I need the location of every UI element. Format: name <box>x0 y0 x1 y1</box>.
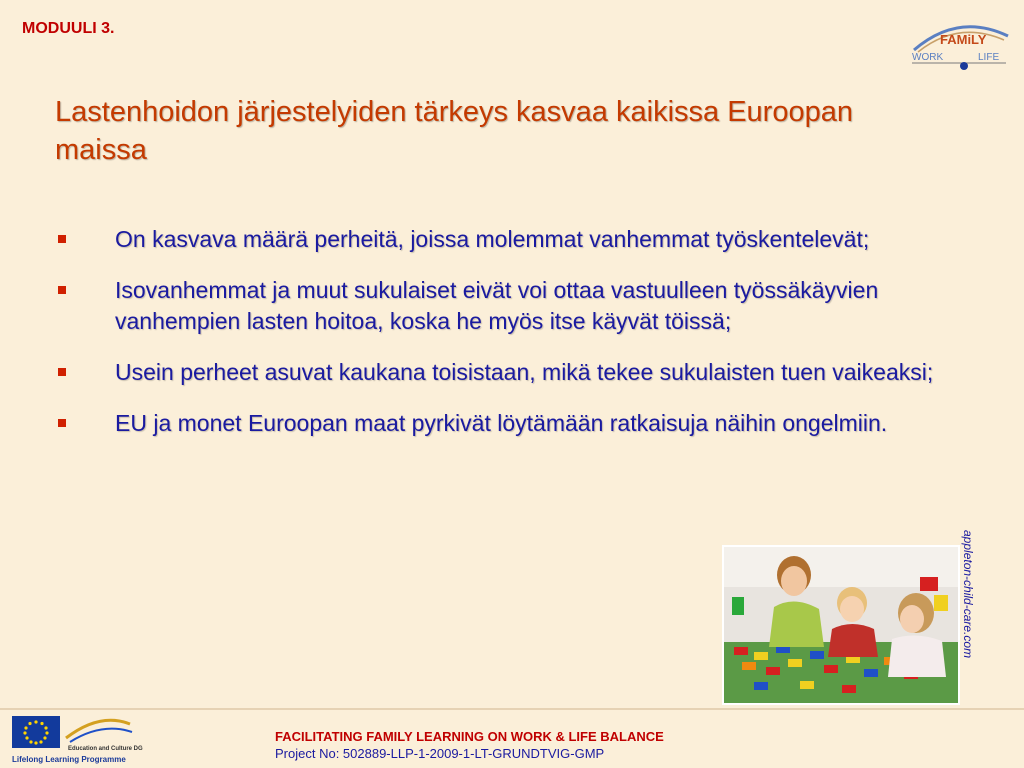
list-item: EU ja monet Euroopan maat pyrkivät löytämään ratkaisuja näihin ongelmiin. <box>55 408 985 439</box>
footer-title: FACILITATING FAMILY LEARNING ON WORK & LIFE BALANCE <box>275 729 664 744</box>
svg-text:Lifelong Learning Programme: Lifelong Learning Programme <box>12 755 126 764</box>
square-bullet-icon <box>58 368 66 376</box>
photo-credit: appleton-child-care.com <box>961 530 975 659</box>
children-playing-photo <box>722 545 960 705</box>
slide-title: Lastenhoidon järjestelyiden tärkeys kasvaa kaikissa Euroopan maissa <box>55 96 853 166</box>
svg-text:WORK: WORK <box>912 52 944 63</box>
svg-text:LIFE: LIFE <box>978 52 1000 63</box>
family-work-life-logo <box>908 14 1012 72</box>
square-bullet-icon <box>58 419 66 427</box>
svg-text:FAMiLY: FAMiLY <box>940 32 987 47</box>
square-bullet-icon <box>58 286 66 294</box>
list-item: Usein perheet asuvat kaukana toisistaan, mikä tekee sukulaisten tuen vaikeaksi; <box>55 357 985 388</box>
svg-text:Education and Culture DG: Education and Culture DG <box>68 746 143 752</box>
square-bullet-icon <box>58 235 66 243</box>
module-label: MODUULI 3. <box>22 20 115 37</box>
footer-logos <box>10 712 260 768</box>
list-item: On kasvava määrä perheitä, joissa molemmat vanhemmat työskentelevät; <box>55 224 985 255</box>
bullet-list <box>55 224 985 459</box>
list-item: Isovanhemmat ja muut sukulaiset eivät voi ottaa vastuulleen työssäkäyvien vanhempien lasten hoitoa, koska he myös itse käyvät töissä; <box>55 275 985 337</box>
footer-divider <box>0 708 1024 710</box>
footer-project-number: Project No: 502889-LLP-1-2009-1-LT-GRUNDTVIG-GMP <box>275 746 605 761</box>
